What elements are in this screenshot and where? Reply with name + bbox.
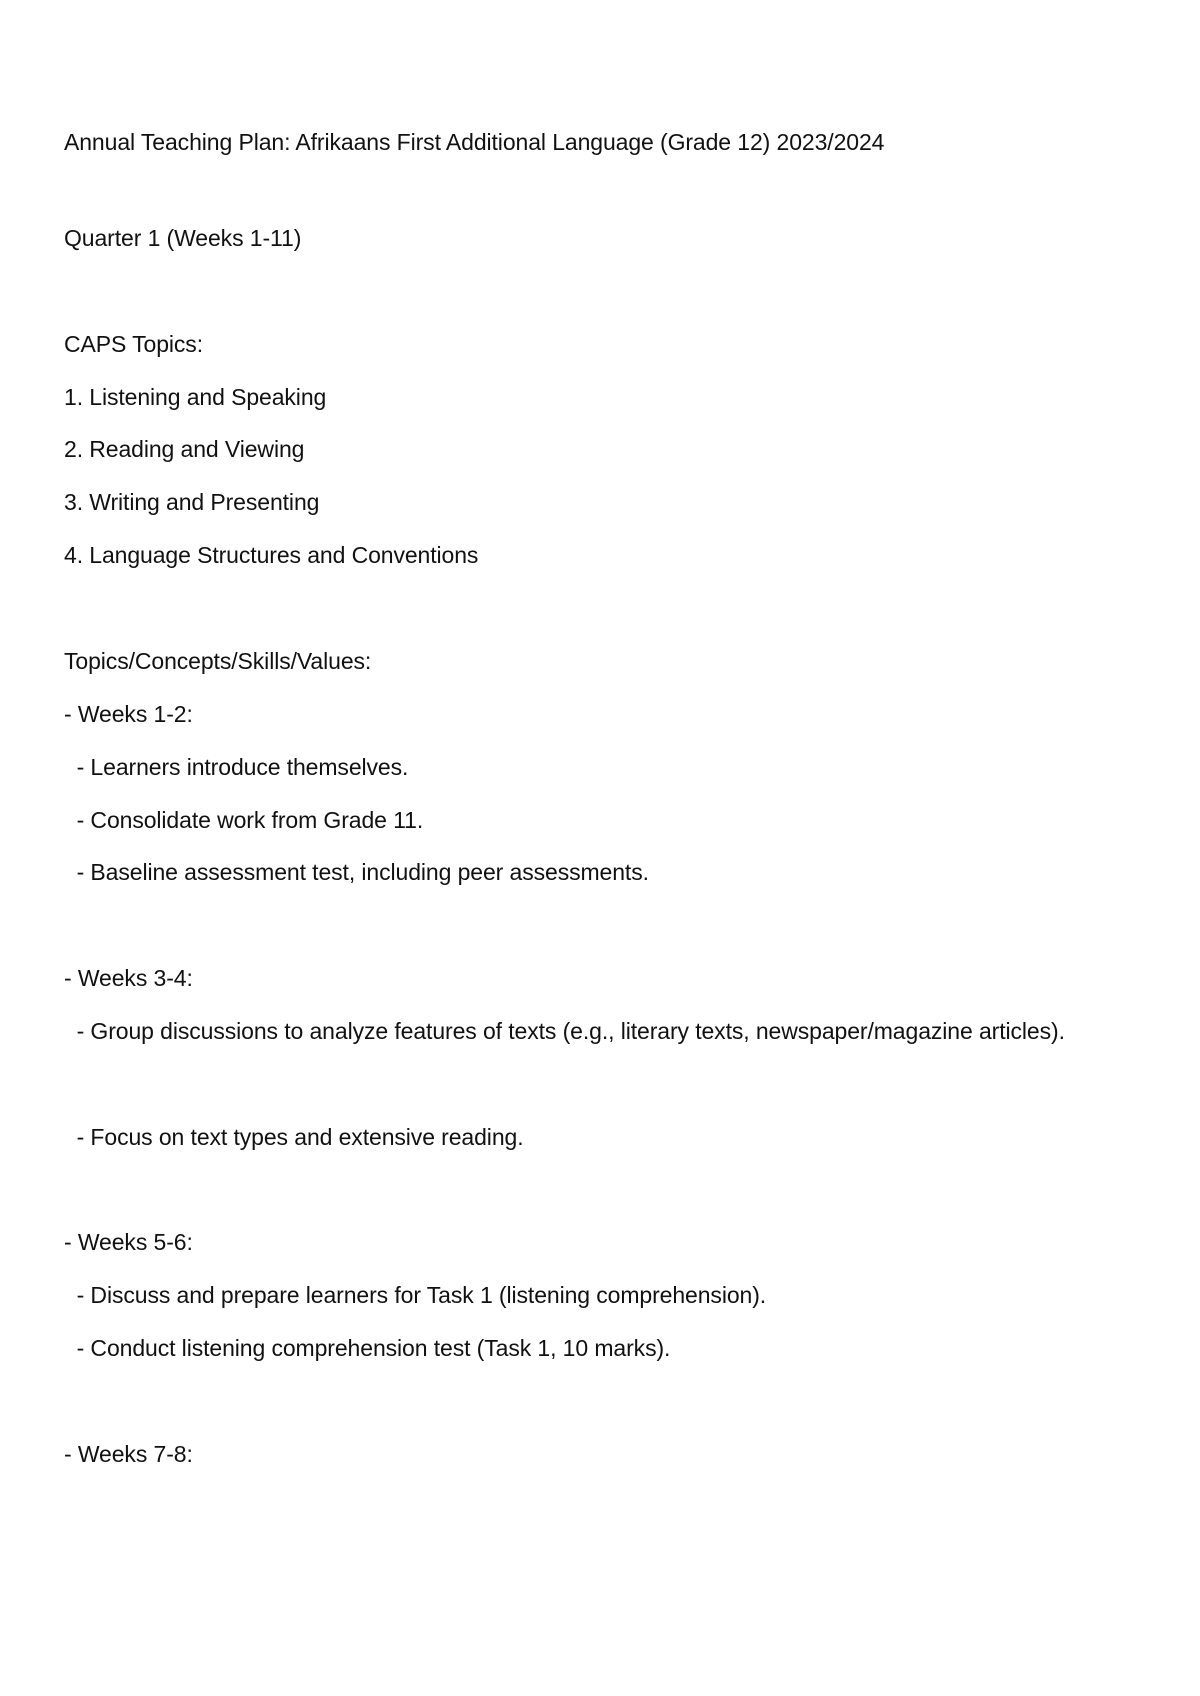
caps-topics-heading: CAPS Topics: bbox=[64, 331, 203, 357]
week-label: - Weeks 5-6: bbox=[64, 1229, 193, 1255]
week-item: - Focus on text types and extensive reading. bbox=[64, 1124, 524, 1150]
week-label: - Weeks 1-2: bbox=[64, 701, 193, 727]
week-item: - Consolidate work from Grade 11. bbox=[64, 807, 424, 833]
week-item: - Discuss and prepare learners for Task 1 (listening comprehension). bbox=[64, 1282, 767, 1308]
topics-heading: Topics/Concepts/Skills/Values: bbox=[64, 648, 372, 674]
caps-topic-item: 1. Listening and Speaking bbox=[64, 384, 327, 410]
week-item: - Conduct listening comprehension test (Task 1, 10 marks). bbox=[64, 1335, 671, 1361]
caps-topic-item: 3. Writing and Presenting bbox=[64, 489, 320, 515]
week-label: - Weeks 7-8: bbox=[64, 1441, 193, 1467]
week-label: - Weeks 3-4: bbox=[64, 965, 193, 991]
week-item: - Group discussions to analyze features of texts (e.g., literary texts, newspaper/magazine articles). bbox=[64, 1018, 1065, 1044]
week-item: - Baseline assessment test, including peer assessments. bbox=[64, 859, 649, 885]
caps-topic-item: 2. Reading and Viewing bbox=[64, 436, 305, 462]
week-item: - Learners introduce themselves. bbox=[64, 754, 409, 780]
quarter-heading: Quarter 1 (Weeks 1-11) bbox=[64, 225, 302, 251]
document-title: Annual Teaching Plan: Afrikaans First Additional Language (Grade 12) 2023/2024 bbox=[64, 129, 885, 155]
caps-topic-item: 4. Language Structures and Conventions bbox=[64, 542, 479, 568]
